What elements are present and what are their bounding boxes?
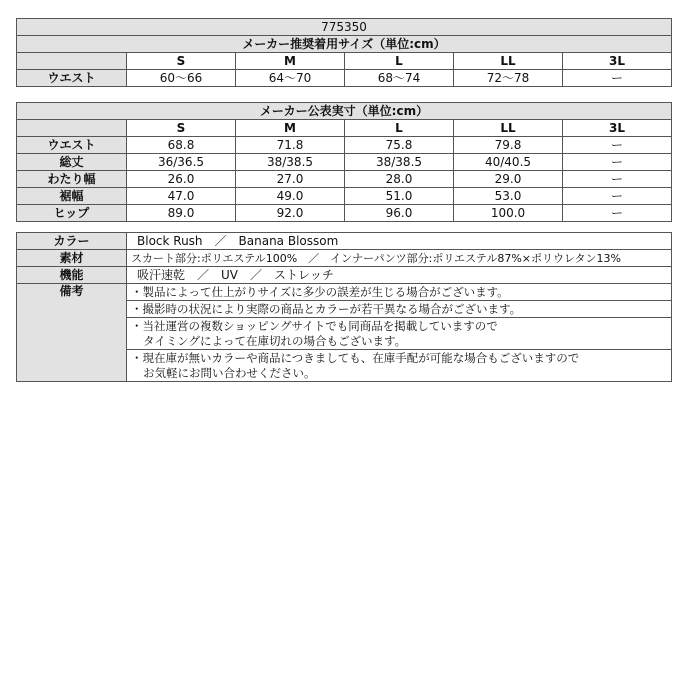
actual-measurement-table [16,102,672,222]
material-value: スカート部分:ポリエステル100% ／ インナーパンツ部分:ポリエステル87%×ポリウレタン13% [127,250,672,267]
cell-value: 89.0 [127,205,236,222]
corner-cell [17,120,127,137]
table-row [17,137,672,154]
cell-value: 38/38.5 [345,154,454,171]
size-header-3l: 3L [563,120,672,137]
cell-value: 29.0 [454,171,563,188]
note-item [127,301,672,318]
cell-value: ー [563,188,672,205]
table-row [17,154,672,171]
cell-value: 51.0 [345,188,454,205]
table-row [17,205,672,222]
cell-value: 71.8 [236,137,345,154]
row-label: 裾幅 [17,188,127,205]
cell-value: 49.0 [236,188,345,205]
note-text-continued: タイミングによって在庫切れの場合もございます。 [143,333,407,348]
row-label: わたり幅 [17,171,127,188]
note-row [17,284,672,301]
cell-value: 100.0 [454,205,563,222]
material-row [17,250,672,267]
cell-value: 79.8 [454,137,563,154]
size-header-row [17,120,672,137]
note-text: ・当社運営の複数ショッピングサイトでも同商品を掲載していますので [131,318,498,333]
size-header-l: L [345,120,454,137]
cell-value: 75.8 [345,137,454,154]
cell-value: 38/38.5 [236,154,345,171]
cell-value: 47.0 [127,188,236,205]
actual-measurement-title: メーカー公表実寸（単位:cm） [17,103,672,120]
cell-value: 72〜78 [454,70,563,87]
color-label: カラー [17,233,127,250]
cell-value: 27.0 [236,171,345,188]
material-label: 素材 [17,250,127,267]
row-label: ウエスト [17,137,127,154]
size-header-ll: LL [454,120,563,137]
size-header-3l: 3L [563,53,672,70]
size-header-m: M [236,120,345,137]
cell-value: 96.0 [345,205,454,222]
table-row [17,70,672,87]
recommended-size-title: メーカー推奨着用サイズ（単位:cm） [17,36,672,53]
cell-value: 68.8 [127,137,236,154]
row-label: 総丈 [17,154,127,171]
cell-value: 92.0 [236,205,345,222]
note-text: ・現在庫が無いカラーや商品につきましても、在庫手配が可能な場合もございますので [131,350,580,365]
note-text: ・撮影時の状況により実際の商品とカラーが若干異なる場合がございます。 [131,301,522,316]
row-label: ウエスト [17,70,127,87]
size-header-s: S [127,120,236,137]
cell-value: ー [563,137,672,154]
size-header-s: S [127,53,236,70]
note-text: ・製品によって仕上がりサイズに多少の誤差が生じる場合がございます。 [131,284,509,299]
cell-value: 26.0 [127,171,236,188]
note-text-continued: お気軽にお問い合わせください。 [143,365,316,380]
cell-value: 40/40.5 [454,154,563,171]
size-header-m: M [236,53,345,70]
cell-value: 28.0 [345,171,454,188]
cell-value: 68〜74 [345,70,454,87]
note-item [127,318,672,350]
cell-value: 53.0 [454,188,563,205]
corner-cell [17,53,127,70]
notes-label: 備考 [17,284,127,382]
cell-value: 60〜66 [127,70,236,87]
cell-value: ー [563,70,672,87]
color-value: Block Rush ／ Banana Blossom [127,233,672,250]
product-details-table [16,232,672,382]
note-item [127,284,672,301]
cell-value: ー [563,154,672,171]
recommended-size-table [16,18,672,87]
table-row [17,171,672,188]
note-item [127,350,672,382]
size-header-ll: LL [454,53,563,70]
cell-value: 64〜70 [236,70,345,87]
function-value: 吸汗速乾 ／ UV ／ ストレッチ [127,267,672,284]
model-number: 775350 [17,19,672,36]
color-row [17,233,672,250]
cell-value: 36/36.5 [127,154,236,171]
cell-value: ー [563,171,672,188]
cell-value: ー [563,205,672,222]
size-header-l: L [345,53,454,70]
function-label: 機能 [17,267,127,284]
row-label: ヒップ [17,205,127,222]
table-row [17,188,672,205]
size-header-row [17,53,672,70]
function-row [17,267,672,284]
